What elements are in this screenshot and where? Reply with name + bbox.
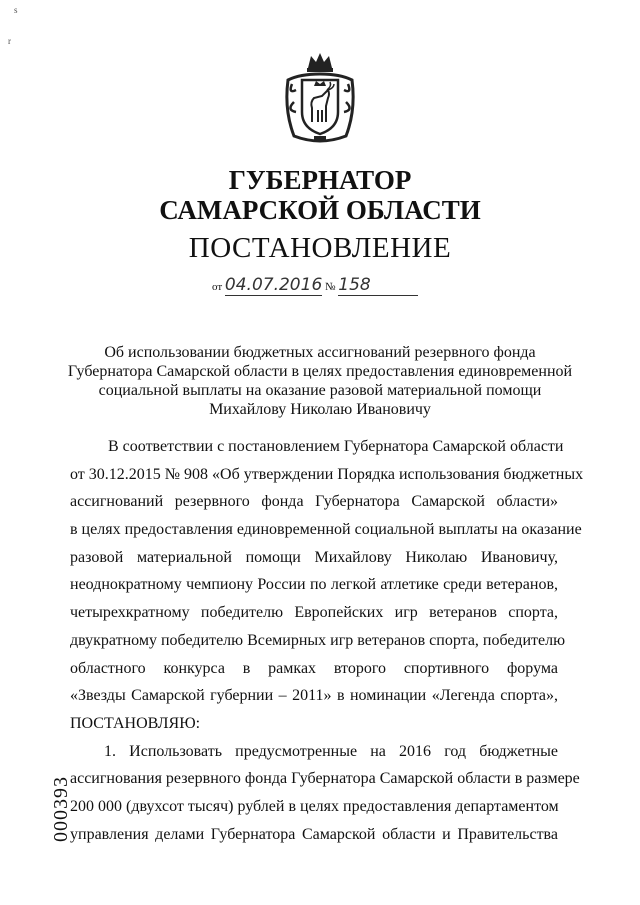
governor-heading (0, 165, 640, 225)
body-line: разовой материальной помощи Михайлову Николаю Ивановичу, (70, 548, 558, 566)
title-line: социальной выплаты на оказание разовой материальной помощи (98, 382, 542, 399)
body-line: от 30.12.2015 № 908 «Об утверждении Порядка использования бюджетных (70, 465, 584, 483)
date-prefix: от (212, 281, 223, 293)
body-line: неоднократному чемпиону России по легкой атлетике среди ветеранов, (70, 576, 558, 594)
body-line: двукратному победителю Всемирных игр ветеранов спорта, победителю (70, 631, 566, 649)
handwritten-number: 158 (338, 275, 371, 295)
decree-body (70, 437, 584, 852)
samara-coat-of-arms-icon (278, 50, 362, 146)
body-line: В соответствии с постановлением Губернатора Самарской области (108, 438, 564, 455)
registration-stamp: 000393 (50, 776, 72, 842)
governor-line-2: САМАРСКОЙ ОБЛАСТИ (159, 195, 481, 225)
body-line: 1. Использовать предусмотренные на 2016 год бюджетные (104, 742, 558, 760)
margin-mark: r (8, 36, 11, 46)
body-line: в целях предоставления единовременной социальной выплаты на оказание (70, 521, 582, 539)
body-line: управления делами Губернатора Самарской области и Правительства (70, 825, 558, 843)
decree-title (60, 343, 580, 419)
title-line: Об использовании бюджетных ассигнований резервного фонда (104, 344, 536, 361)
handwritten-date: 04.07.2016 (224, 275, 323, 295)
title-line: Губернатора Самарской области в целях предоставления единовременной (67, 363, 573, 380)
document-type: ПОСТАНОВЛЕНИЕ (188, 232, 452, 264)
resolve-keyword: ПОСТАНОВЛЯЮ: (70, 714, 201, 732)
title-line: Михайлову Николаю Ивановичу (209, 401, 431, 418)
body-line: ассигнования резервного фонда Губернатора Самарской области в размере (70, 770, 580, 788)
number-prefix: № (325, 281, 336, 293)
body-line: четырехкратному победителю Европейских игр ветеранов спорта, (70, 604, 558, 622)
margin-mark: s (14, 5, 18, 15)
body-line: областного конкурса в рамках второго спортивного форума (70, 659, 558, 677)
body-line: ассигнований резервного фонда Губернатора Самарской области» (70, 493, 558, 511)
body-line: 200 000 (двухсот тысяч) рублей в целях предоставления департаментом (70, 797, 559, 815)
body-line: «Звезды Самарской губернии – 2011» в номинации «Легенда спорта», (70, 687, 558, 705)
date-number-line (212, 275, 418, 296)
governor-line-1: ГУБЕРНАТОР (228, 165, 412, 195)
